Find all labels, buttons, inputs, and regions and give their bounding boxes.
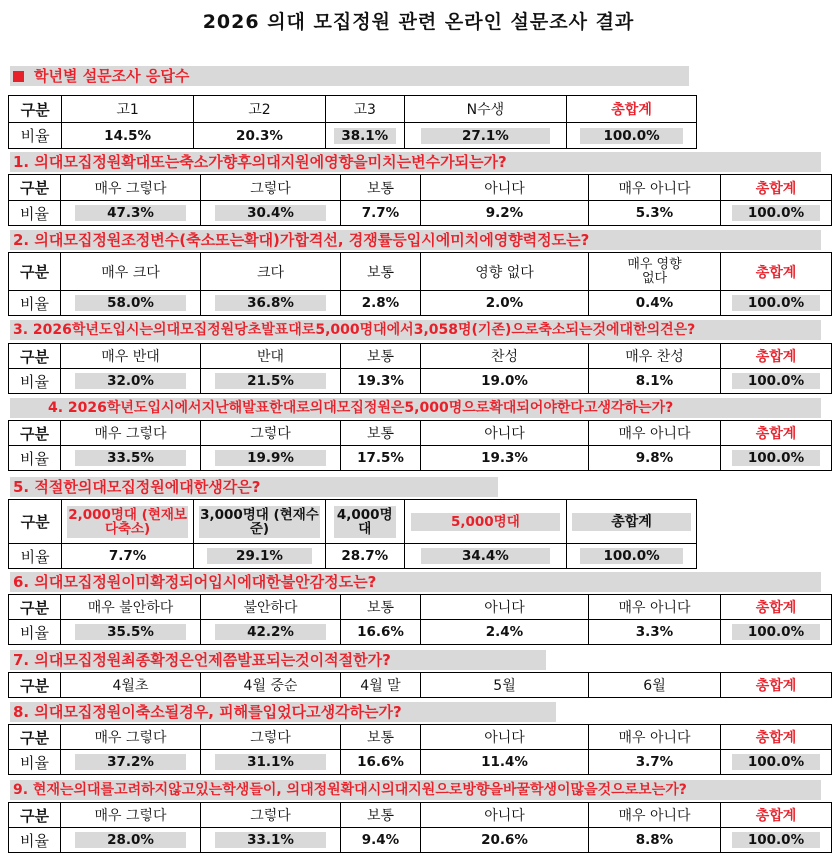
col-header: 매우 아니다 [589, 175, 721, 201]
question-table-5 [8, 499, 697, 569]
row-label: 비율 [9, 828, 61, 853]
col-header: 반대 [201, 344, 341, 369]
col-header: 보통 [341, 175, 421, 201]
value-cell: 35.5% [75, 624, 186, 640]
col-header: 아니다 [421, 421, 589, 446]
col-header-total: 총합계 [721, 175, 832, 201]
value-cell: 2.8% [361, 295, 400, 311]
row-label: 비율 [9, 446, 61, 471]
row-label: 비율 [9, 369, 61, 394]
value-cell: 100.0% [580, 548, 683, 564]
value-cell: 9.4% [361, 832, 400, 848]
value-cell: 100.0% [732, 754, 820, 770]
label-col: 구분 [9, 673, 61, 698]
value-cell: 9.2% [485, 205, 524, 221]
label-col: 구분 [9, 725, 61, 750]
value-cell: 20.3% [236, 127, 283, 144]
row-label: 비율 [9, 123, 62, 149]
col-header: 그렇다 [201, 803, 341, 828]
grade-table [8, 95, 697, 149]
page-title: 2026 의대 모집정원 관련 온라인 설문조사 결과 [202, 11, 635, 33]
col-header: 보통 [341, 803, 421, 828]
question-header-6: 6. 의대모집정원이미확정되어입시에대한불안감정도는? [10, 572, 821, 592]
value-cell: 58.0% [75, 295, 186, 311]
col-header: 매우 아니다 [589, 595, 721, 620]
question-header-5: 5. 적절한의대모집정원에대한생각은? [10, 477, 498, 497]
value-cell: 19.3% [357, 373, 404, 389]
label-col: 구분 [9, 421, 61, 446]
label-col: 구분 [9, 803, 61, 828]
row-label: 비율 [9, 201, 61, 226]
col-header-total: 총합계 [567, 96, 697, 123]
col-header: 찬성 [421, 344, 589, 369]
value-cell: 29.1% [207, 548, 312, 564]
col-header: 매우 그렇다 [61, 421, 201, 446]
col-header: 영향 없다 [421, 253, 589, 291]
value-cell: 37.2% [75, 754, 186, 770]
question-header-7: 7. 의대모집정원최종확정은언제쯤발표되는것이적절한가? [10, 650, 546, 670]
col-header: N수생 [404, 96, 567, 123]
question-table-7 [8, 672, 832, 698]
value-cell: 20.6% [481, 832, 528, 848]
value-cell: 33.5% [75, 450, 186, 466]
col-header: 아니다 [421, 175, 589, 201]
col-header: 아니다 [421, 595, 589, 620]
value-cell: 28.7% [341, 548, 389, 564]
value-cell: 27.1% [421, 128, 550, 144]
row-label: 비율 [9, 291, 61, 316]
value-cell: 100.0% [580, 128, 683, 144]
value-cell: 100.0% [732, 295, 820, 311]
col-header: 5,000명대 [411, 513, 560, 531]
col-header: 매우 영향 없다 [627, 256, 682, 286]
value-cell: 0.4% [635, 295, 674, 311]
col-header: 5월 [421, 673, 589, 698]
value-cell: 28.0% [75, 832, 186, 848]
value-cell: 31.1% [215, 754, 326, 770]
question-header-9: 9. 현재는의대를고려하지않고있는학생들이, 의대정원확대시의대지원으로방향을바꿀학생이많을것으로보는가? [10, 780, 821, 800]
col-header-total: 총합계 [721, 421, 832, 446]
col-header: 2,000명대 (현재보다축소) [68, 506, 187, 537]
col-header-total: 총합계 [721, 344, 832, 369]
col-header: 매우 크다 [61, 253, 201, 291]
value-cell: 14.5% [104, 127, 152, 144]
value-cell: 100.0% [732, 450, 820, 466]
col-header-total: 총합계 [572, 513, 691, 531]
col-header-total: 총합계 [721, 595, 832, 620]
col-header: 매우 그렇다 [61, 175, 201, 201]
value-cell: 100.0% [732, 205, 820, 221]
col-header: 그렇다 [201, 725, 341, 750]
value-cell: 34.4% [421, 548, 550, 564]
value-cell: 7.7% [108, 548, 147, 564]
question-table-9 [8, 802, 832, 853]
value-cell: 19.9% [215, 450, 326, 466]
label-col: 구분 [9, 500, 62, 544]
value-cell: 8.1% [635, 373, 674, 389]
value-cell: 11.4% [481, 754, 528, 770]
value-cell: 33.1% [215, 832, 326, 848]
label-col: 구분 [9, 96, 62, 123]
value-cell: 42.2% [215, 624, 326, 640]
value-cell: 36.8% [215, 295, 326, 311]
col-header: 매우 그렇다 [61, 725, 201, 750]
question-table-4 [8, 420, 832, 471]
question-table-2 [8, 252, 832, 316]
question-table-6 [8, 594, 832, 645]
col-header: 그렇다 [201, 421, 341, 446]
value-cell: 19.0% [481, 373, 528, 389]
question-table-8 [8, 724, 832, 775]
col-header: 아니다 [421, 803, 589, 828]
label-col: 구분 [9, 344, 61, 369]
value-cell: 16.6% [357, 624, 404, 640]
question-table-1 [8, 174, 832, 226]
col-header: 고1 [62, 96, 194, 123]
row-label: 비율 [9, 750, 61, 775]
label-col: 구분 [9, 175, 61, 201]
col-header: 매우 반대 [61, 344, 201, 369]
value-cell: 21.5% [215, 373, 326, 389]
col-header-total: 총합계 [721, 803, 832, 828]
col-header: 4월초 [61, 673, 201, 698]
col-header: 보통 [341, 253, 421, 291]
value-cell: 3.3% [635, 624, 674, 640]
value-cell: 3.7% [635, 754, 674, 770]
value-cell: 8.8% [635, 832, 674, 848]
question-header-3: 3. 2026학년도입시는의대모집정원당초발표대로5,000명대에서3,058명(기존)으로축소되는것에대한의견은? [10, 320, 821, 340]
question-header-8: 8. 의대모집정원이축소될경우, 피해를입었다고생각하는가? [10, 702, 556, 722]
col-header: 3,000명대 (현재수준) [200, 506, 319, 537]
question-header-1: 1. 의대모집정원확대또는축소가향후의대지원에영향을미치는변수가되는가? [10, 152, 821, 172]
col-header: 불안하다 [201, 595, 341, 620]
section-header-grade: 학년별 설문조사 응답수 [10, 66, 689, 86]
value-cell: 16.6% [357, 754, 404, 770]
col-header-total: 총합계 [721, 253, 832, 291]
label-col: 구분 [9, 595, 61, 620]
col-header: 매우 아니다 [589, 421, 721, 446]
value-cell: 100.0% [732, 624, 820, 640]
value-cell: 2.0% [485, 295, 524, 311]
row-label: 비율 [9, 620, 61, 645]
col-header: 고3 [325, 96, 404, 123]
col-header: 6월 [589, 673, 721, 698]
question-header-2: 2. 의대모집정원조정변수(축소또는확대)가합격선, 경쟁률등입시에미치에영향력정도는? [10, 230, 821, 250]
value-cell: 19.3% [481, 450, 528, 466]
col-header-total: 총합계 [721, 725, 832, 750]
value-cell: 47.3% [75, 205, 186, 221]
value-cell: 100.0% [732, 832, 820, 848]
col-header: 보통 [341, 595, 421, 620]
col-header: 그렇다 [201, 175, 341, 201]
col-header: 매우 그렇다 [61, 803, 201, 828]
col-header: 보통 [341, 344, 421, 369]
col-header: 보통 [341, 421, 421, 446]
col-header: 4월 말 [341, 673, 421, 698]
value-cell: 100.0% [732, 373, 820, 389]
label-col: 구분 [9, 253, 61, 291]
question-table-3 [8, 343, 832, 394]
row-label: 비율 [9, 544, 62, 569]
col-header: 크다 [201, 253, 341, 291]
col-header: 4,000명대 [334, 506, 396, 538]
value-cell: 2.4% [485, 624, 524, 640]
col-header: 매우 불안하다 [61, 595, 201, 620]
col-header: 고2 [194, 96, 326, 123]
value-cell: 17.5% [357, 450, 404, 466]
col-header: 매우 찬성 [589, 344, 721, 369]
col-header: 아니다 [421, 725, 589, 750]
col-header: 매우 아니다 [589, 725, 721, 750]
red-square-icon [13, 71, 24, 82]
value-cell: 9.8% [635, 450, 674, 466]
col-header: 보통 [341, 725, 421, 750]
value-cell: 7.7% [361, 205, 400, 221]
value-cell: 30.4% [215, 205, 326, 221]
value-cell: 38.1% [334, 128, 396, 144]
col-header: 매우 아니다 [589, 803, 721, 828]
value-cell: 5.3% [635, 205, 674, 221]
value-cell: 32.0% [75, 373, 186, 389]
col-header: 4월 중순 [201, 673, 341, 698]
question-header-4: 4. 2026학년도입시에서지난해발표한대로의대모집정원은5,000명으로확대되어야한다고생각하는가? [10, 398, 821, 418]
col-header-total: 총합계 [721, 673, 832, 698]
